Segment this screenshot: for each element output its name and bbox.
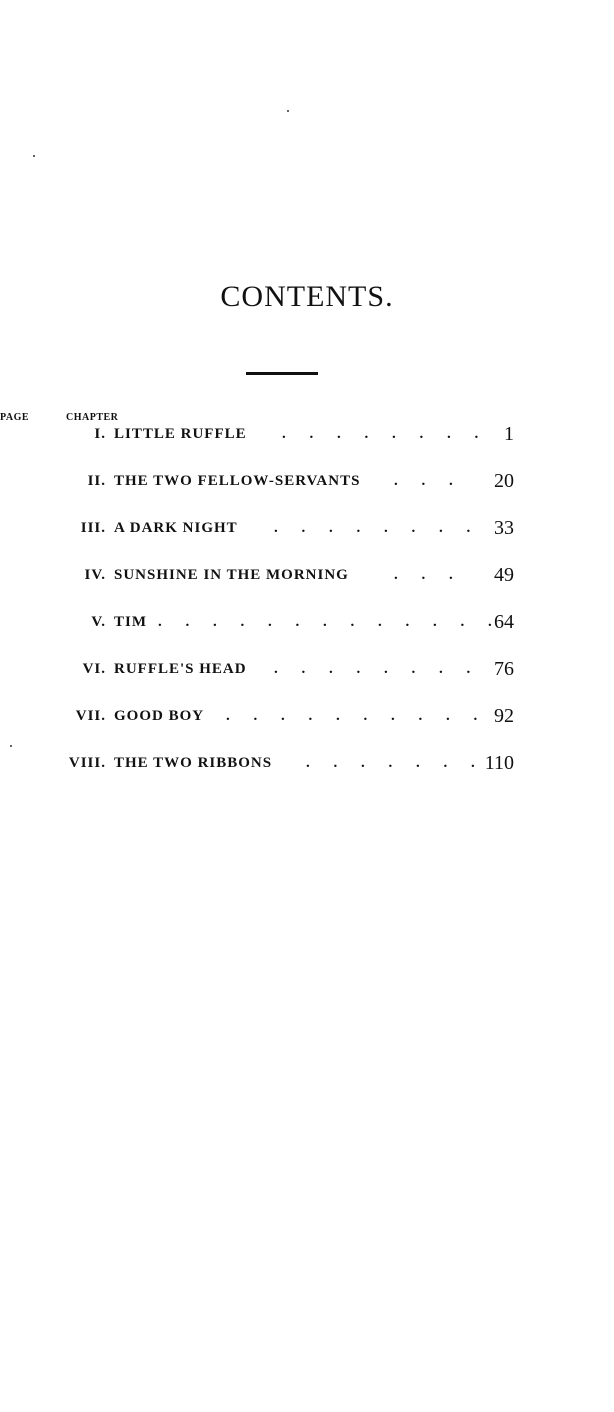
- page-column-label: PAGE: [0, 412, 30, 423]
- page-number: 76: [494, 658, 514, 680]
- page-speck: [33, 155, 35, 157]
- toc-entry[interactable]: [0, 705, 614, 740]
- dot-leader: . . .: [394, 567, 463, 583]
- chapter-column-label: CHAPTER: [66, 412, 119, 423]
- toc-entry[interactable]: [0, 564, 614, 599]
- chapter-title: GOOD BOY: [114, 708, 205, 724]
- toc-entry[interactable]: [0, 517, 614, 552]
- dot-leader: . . . . . . . .: [282, 426, 489, 442]
- page-number: 20: [494, 470, 514, 492]
- toc-entry[interactable]: [0, 611, 614, 646]
- page-title: CONTENTS.: [220, 280, 394, 313]
- toc-entry[interactable]: [0, 658, 614, 693]
- chapter-number: IV.: [84, 567, 106, 583]
- chapter-number: VII.: [75, 708, 106, 724]
- title-divider: [246, 372, 318, 375]
- page-number: 33: [494, 517, 514, 539]
- page-number: 92: [494, 705, 514, 727]
- dot-leader: . . .: [394, 473, 463, 489]
- chapter-title: SUNSHINE IN THE MORNING: [114, 567, 349, 583]
- toc-entry[interactable]: [0, 423, 614, 458]
- dot-leader: . . . . . . .: [306, 755, 485, 771]
- toc-entry[interactable]: [0, 752, 614, 787]
- dot-leader: . . . . . . . .: [274, 661, 481, 677]
- page-number: 64: [494, 611, 514, 633]
- dot-leader: . . . . . . . . . .: [226, 708, 488, 724]
- page-speck: [287, 110, 289, 112]
- chapter-title: RUFFLE'S HEAD: [114, 661, 247, 677]
- chapter-number: VIII.: [68, 755, 106, 771]
- chapter-number: V.: [91, 614, 106, 630]
- chapter-title: THE TWO FELLOW-SERVANTS: [114, 473, 361, 489]
- chapter-title: THE TWO RIBBONS: [114, 755, 273, 771]
- page-number: 110: [484, 752, 514, 774]
- chapter-title: A DARK NIGHT: [114, 520, 238, 536]
- chapter-number: VI.: [82, 661, 106, 677]
- toc-entry[interactable]: [0, 470, 614, 505]
- page-number: 1: [504, 423, 514, 445]
- dot-leader: . . . . . . . .: [274, 520, 481, 536]
- dot-leader: . . . . . . . . . . . . .: [158, 614, 502, 630]
- chapter-number: III.: [80, 520, 106, 536]
- page-number: 49: [494, 564, 514, 586]
- chapter-title: LITTLE RUFFLE: [114, 426, 247, 442]
- chapter-title: TIM: [114, 614, 147, 630]
- chapter-number: II.: [87, 473, 106, 489]
- chapter-number: I.: [94, 426, 106, 442]
